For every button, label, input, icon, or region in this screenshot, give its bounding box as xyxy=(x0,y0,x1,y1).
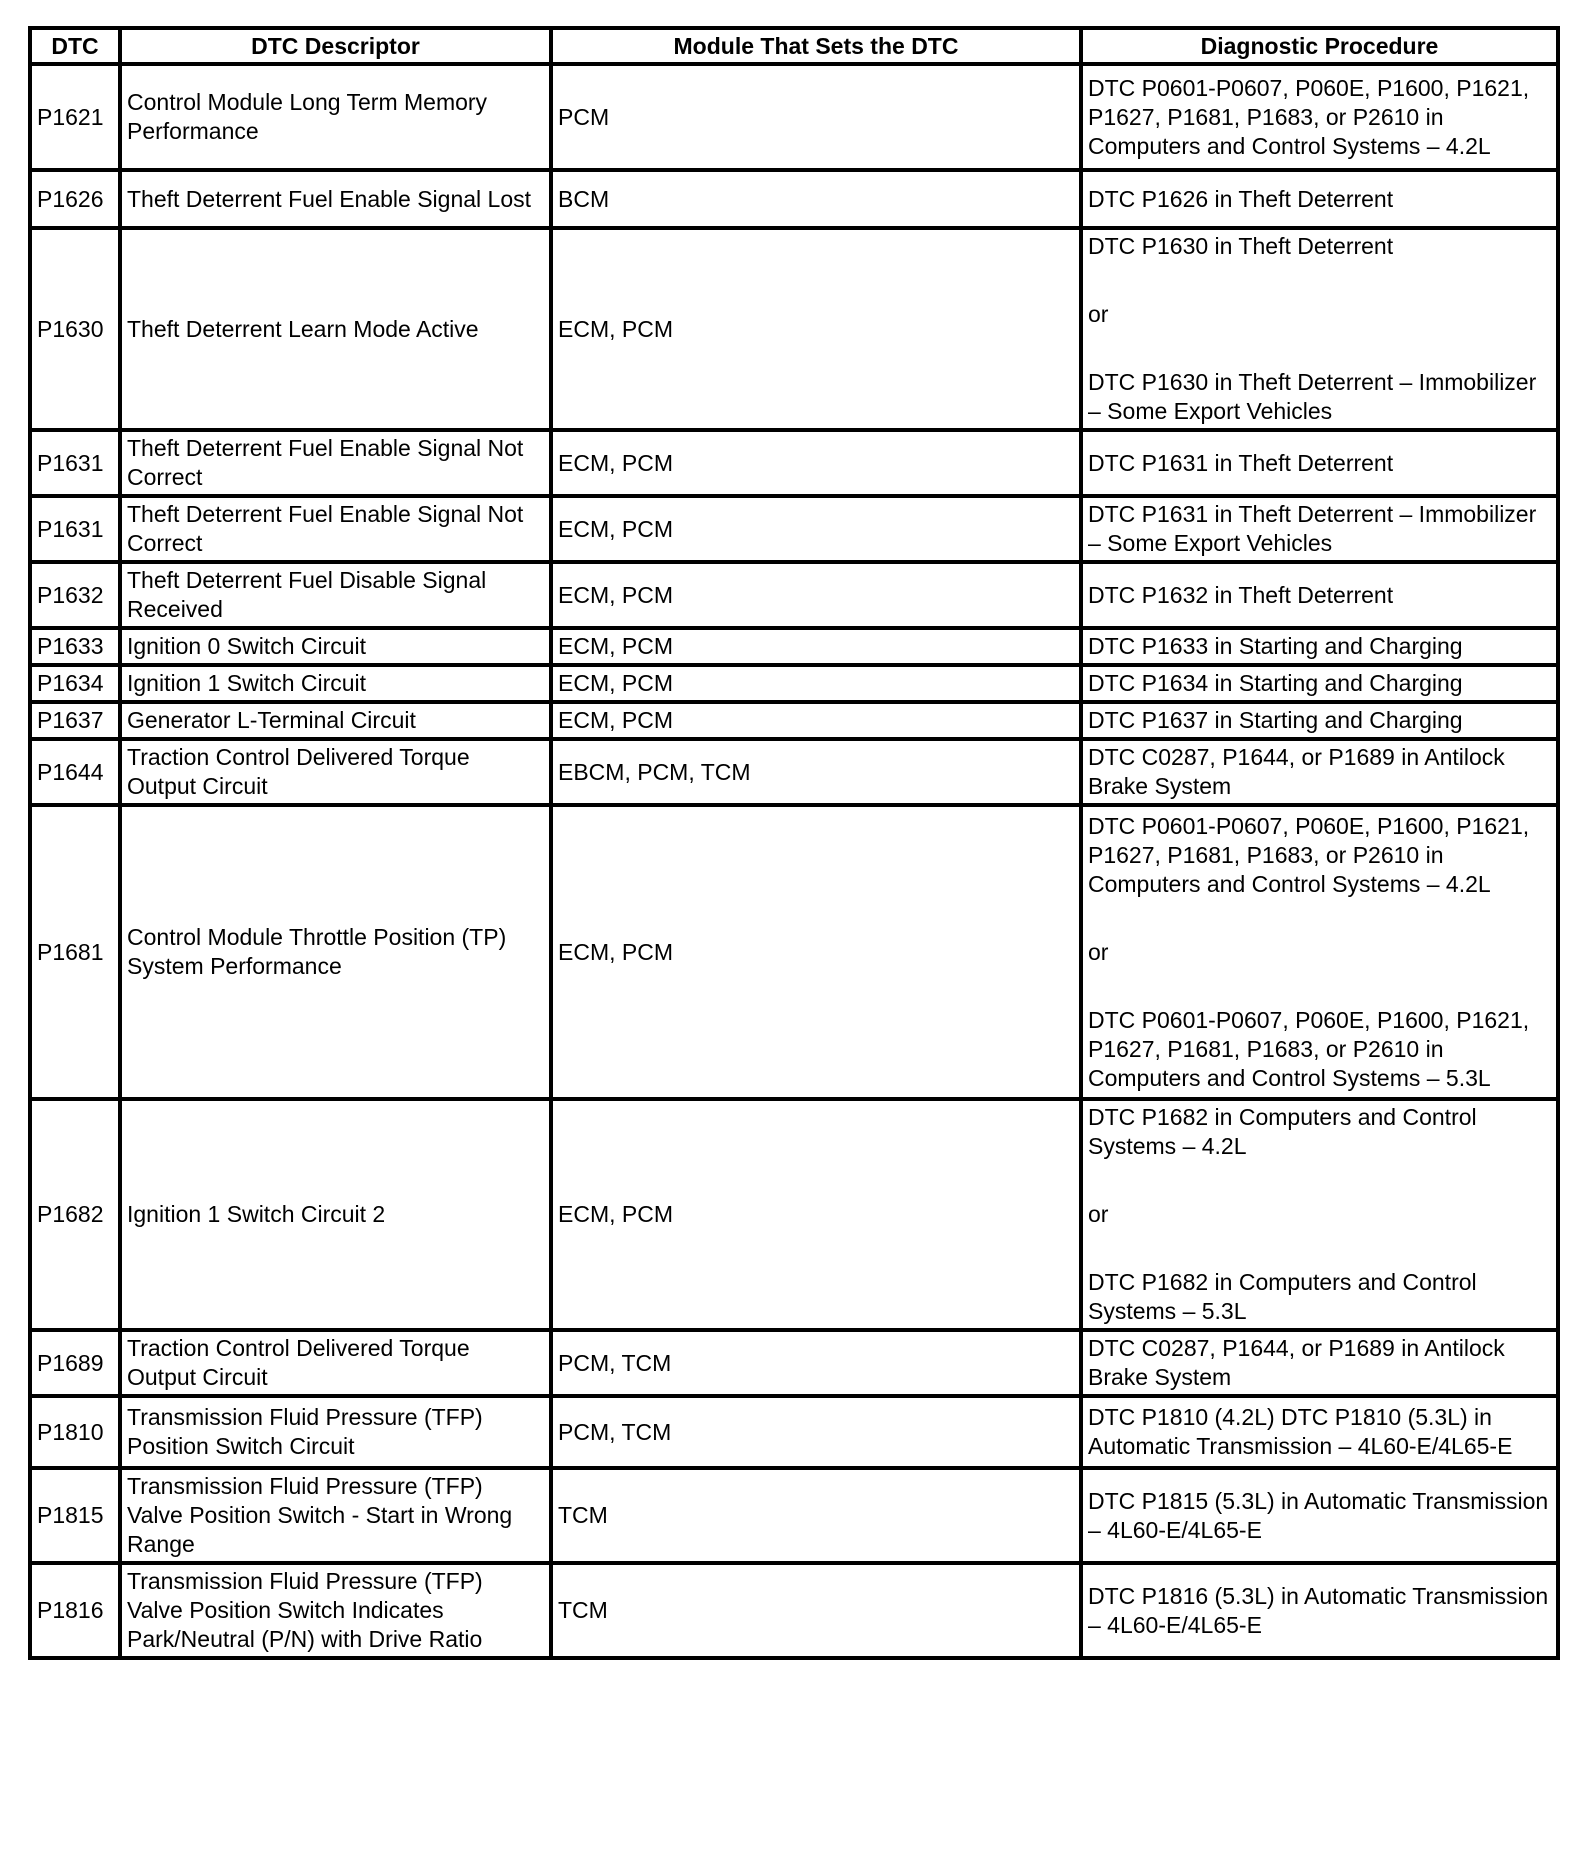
module-cell: EBCM, PCM, TCM xyxy=(551,739,1081,805)
diagnostic-procedure-cell xyxy=(1081,1099,1558,1330)
dtc-descriptor-cell: Theft Deterrent Learn Mode Active xyxy=(120,228,551,430)
diagnostic-procedure-cell xyxy=(1081,805,1558,1099)
dtc-code-cell: P1634 xyxy=(30,665,120,702)
module-cell: TCM xyxy=(551,1563,1081,1658)
procedure-text: DTC P1815 (5.3L) in Automatic Transmission – 4L60-E/4L65-E xyxy=(1088,1487,1549,1543)
dtc-descriptor-cell: Control Module Throttle Position (TP) System Performance xyxy=(120,805,551,1099)
header-module: Module That Sets the DTC xyxy=(551,28,1081,64)
diagnostic-procedure-cell xyxy=(1081,430,1558,496)
header-diagnostic-procedure: Diagnostic Procedure xyxy=(1081,28,1558,64)
procedure-spacer xyxy=(1088,329,1551,368)
dtc-code-cell: P1810 xyxy=(30,1396,120,1468)
procedure-text: DTC C0287, P1644, or P1689 in Antilock Brake System xyxy=(1088,1335,1505,1390)
dtc-code-cell: P1632 xyxy=(30,562,120,628)
procedure-text: DTC P1633 in Starting and Charging xyxy=(1088,633,1463,659)
diagnostic-procedure-cell xyxy=(1081,665,1558,702)
diagnostic-procedure-cell xyxy=(1081,1396,1558,1468)
dtc-code-cell: P1816 xyxy=(30,1563,120,1658)
dtc-table-container xyxy=(28,26,1560,1660)
table-row xyxy=(30,1396,1558,1468)
module-cell: ECM, PCM xyxy=(551,805,1081,1099)
dtc-code-cell: P1633 xyxy=(30,628,120,665)
dtc-descriptor-cell: Ignition 1 Switch Circuit xyxy=(120,665,551,702)
dtc-descriptor-cell: Ignition 1 Switch Circuit 2 xyxy=(120,1099,551,1330)
dtc-code-cell: P1630 xyxy=(30,228,120,430)
dtc-descriptor-cell: Transmission Fluid Pressure (TFP) Valve Position Switch - Start in Wrong Range xyxy=(120,1468,551,1563)
diagnostic-procedure-cell xyxy=(1081,496,1558,562)
procedure-text: DTC P0601-P0607, P060E, P1600, P1621, P1627, P1681, P1683, or P2610 in Computers and Control Systems – 5.3L xyxy=(1088,1006,1530,1091)
dtc-code-cell: P1621 xyxy=(30,64,120,170)
procedure-text: DTC P0601-P0607, P060E, P1600, P1621, P1627, P1681, P1683, or P2610 in Computers and Control Systems – 4.2L xyxy=(1088,74,1530,159)
dtc-code-cell: P1631 xyxy=(30,496,120,562)
procedure-text: DTC P1632 in Theft Deterrent xyxy=(1088,581,1394,608)
module-cell: ECM, PCM xyxy=(551,702,1081,739)
dtc-code-cell: P1682 xyxy=(30,1099,120,1330)
procedure-spacer xyxy=(1088,899,1551,938)
procedure-or-separator: or xyxy=(1088,301,1109,327)
table-row xyxy=(30,228,1558,430)
header-dtc-descriptor: DTC Descriptor xyxy=(120,28,551,64)
dtc-descriptor-cell: Theft Deterrent Fuel Disable Signal Received xyxy=(120,562,551,628)
procedure-text: DTC P1631 in Theft Deterrent xyxy=(1088,449,1394,476)
procedure-text: DTC P1630 in Theft Deterrent xyxy=(1088,233,1394,259)
table-header-row xyxy=(30,28,1558,64)
procedure-text: DTC P1682 in Computers and Control Systems – 5.3L xyxy=(1088,1269,1477,1324)
table-row xyxy=(30,1099,1558,1330)
dtc-descriptor-cell: Ignition 0 Switch Circuit xyxy=(120,628,551,665)
dtc-descriptor-cell: Theft Deterrent Fuel Enable Signal Lost xyxy=(120,170,551,228)
diagnostic-procedure-cell xyxy=(1081,739,1558,805)
module-cell: ECM, PCM xyxy=(551,665,1081,702)
procedure-or-separator: or xyxy=(1088,938,1109,965)
dtc-descriptor-cell: Transmission Fluid Pressure (TFP) Valve Position Switch Indicates Park/Neutral (P/N) with Drive Ratio xyxy=(120,1563,551,1658)
dtc-code-cell: P1689 xyxy=(30,1330,120,1396)
dtc-code-cell: P1815 xyxy=(30,1468,120,1563)
diagnostic-procedure-cell xyxy=(1081,628,1558,665)
table-row xyxy=(30,430,1558,496)
procedure-text: DTC P1816 (5.3L) in Automatic Transmission – 4L60-E/4L65-E xyxy=(1088,1582,1549,1638)
module-cell: ECM, PCM xyxy=(551,1099,1081,1330)
table-row xyxy=(30,170,1558,228)
procedure-spacer xyxy=(1088,261,1551,300)
procedure-text: DTC C0287, P1644, or P1689 in Antilock Brake System xyxy=(1088,744,1505,799)
table-row xyxy=(30,665,1558,702)
dtc-descriptor-cell: Traction Control Delivered Torque Output Circuit xyxy=(120,739,551,805)
table-row xyxy=(30,1563,1558,1658)
table-row xyxy=(30,496,1558,562)
diagnostic-procedure-cell xyxy=(1081,1468,1558,1563)
module-cell: ECM, PCM xyxy=(551,430,1081,496)
procedure-text: DTC P1682 in Computers and Control Systems – 4.2L xyxy=(1088,1104,1477,1159)
procedure-spacer xyxy=(1088,1161,1551,1200)
table-row xyxy=(30,1468,1558,1563)
procedure-or-separator: or xyxy=(1088,1201,1109,1227)
table-row xyxy=(30,562,1558,628)
module-cell: PCM, TCM xyxy=(551,1396,1081,1468)
header-dtc: DTC xyxy=(30,28,120,64)
diagnostic-procedure-cell xyxy=(1081,170,1558,228)
procedure-text: DTC P1634 in Starting and Charging xyxy=(1088,670,1463,696)
table-body xyxy=(30,64,1558,1658)
table-row xyxy=(30,1330,1558,1396)
procedure-spacer xyxy=(1088,1229,1551,1268)
module-cell: ECM, PCM xyxy=(551,496,1081,562)
diagnostic-procedure-cell xyxy=(1081,1330,1558,1396)
module-cell: PCM, TCM xyxy=(551,1330,1081,1396)
dtc-descriptor-cell: Control Module Long Term Memory Performance xyxy=(120,64,551,170)
dtc-code-cell: P1626 xyxy=(30,170,120,228)
table-row xyxy=(30,739,1558,805)
procedure-text: DTC P1637 in Starting and Charging xyxy=(1088,707,1463,733)
table-row xyxy=(30,805,1558,1099)
module-cell: ECM, PCM xyxy=(551,562,1081,628)
procedure-text: DTC P0601-P0607, P060E, P1600, P1621, P1627, P1681, P1683, or P2610 in Computers and Control Systems – 4.2L xyxy=(1088,812,1530,897)
module-cell: BCM xyxy=(551,170,1081,228)
module-cell: ECM, PCM xyxy=(551,228,1081,430)
table-row xyxy=(30,628,1558,665)
module-cell: TCM xyxy=(551,1468,1081,1563)
dtc-descriptor-cell: Theft Deterrent Fuel Enable Signal Not Correct xyxy=(120,496,551,562)
module-cell: ECM, PCM xyxy=(551,628,1081,665)
table-row xyxy=(30,64,1558,170)
diagnostic-procedure-cell xyxy=(1081,1563,1558,1658)
dtc-descriptor-cell: Transmission Fluid Pressure (TFP) Position Switch Circuit xyxy=(120,1396,551,1468)
table-row xyxy=(30,702,1558,739)
diagnostic-procedure-cell xyxy=(1081,64,1558,170)
dtc-table xyxy=(28,26,1560,1660)
dtc-descriptor-cell: Traction Control Delivered Torque Output Circuit xyxy=(120,1330,551,1396)
dtc-code-cell: P1631 xyxy=(30,430,120,496)
dtc-descriptor-cell: Generator L-Terminal Circuit xyxy=(120,702,551,739)
procedure-text: DTC P1630 in Theft Deterrent – Immobilizer – Some Export Vehicles xyxy=(1088,369,1537,424)
dtc-code-cell: P1681 xyxy=(30,805,120,1099)
procedure-text: DTC P1810 (4.2L) DTC P1810 (5.3L) in Automatic Transmission – 4L60-E/4L65-E xyxy=(1088,1404,1513,1459)
dtc-code-cell: P1637 xyxy=(30,702,120,739)
procedure-spacer xyxy=(1088,967,1551,1006)
diagnostic-procedure-cell xyxy=(1081,702,1558,739)
procedure-text: DTC P1626 in Theft Deterrent xyxy=(1088,185,1394,212)
dtc-descriptor-cell: Theft Deterrent Fuel Enable Signal Not Correct xyxy=(120,430,551,496)
diagnostic-procedure-cell xyxy=(1081,562,1558,628)
module-cell: PCM xyxy=(551,64,1081,170)
diagnostic-procedure-cell xyxy=(1081,228,1558,430)
procedure-text: DTC P1631 in Theft Deterrent – Immobilizer – Some Export Vehicles xyxy=(1088,501,1537,556)
dtc-code-cell: P1644 xyxy=(30,739,120,805)
